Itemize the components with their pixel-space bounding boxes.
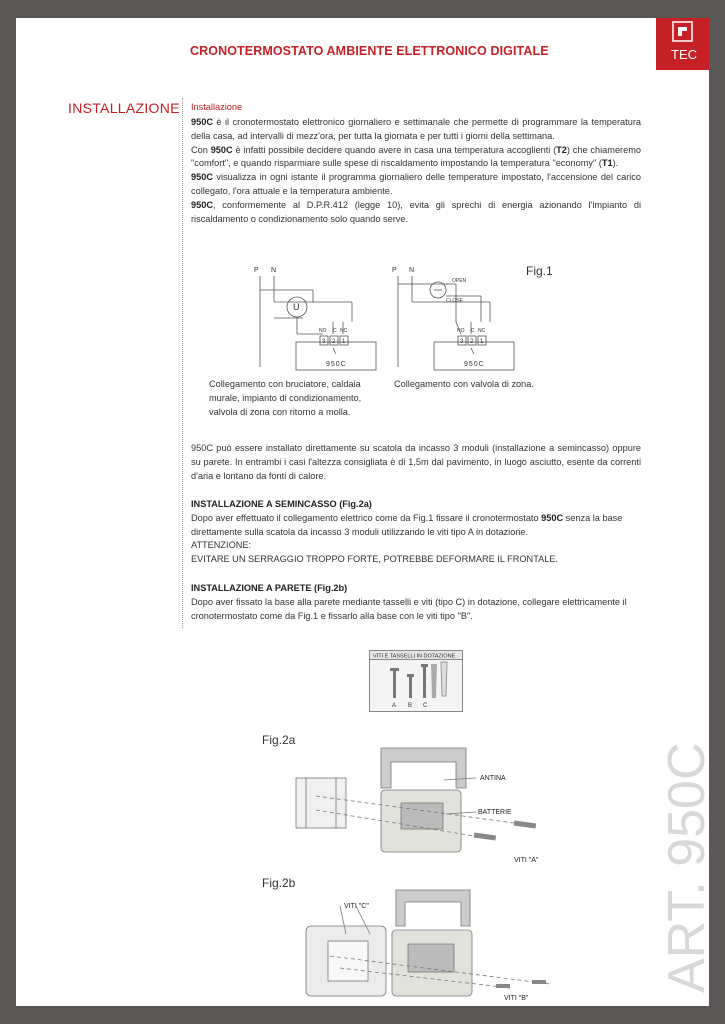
- mounting-text: 950C può essere installato direttamente su scatola da incasso 3 moduli (installazione a semincasso) oppure su parete. In entrambi i casi l'altezza consigliata è di 1,5m dal pavimento, in luogo asciutto, esente da correnti d'aria e lontano da fonti di calore.: [191, 443, 641, 481]
- semi-flush-text: Dopo aver effettuato il collegamento elettrico come da Fig.1 fissare il cronotermostato 950C senza la base direttamente sulla scatola da incasso 3 moduli utilizzando le viti tipo A in dotazione.: [191, 512, 623, 537]
- terminal-2: 2: [332, 339, 336, 345]
- document-page: [16, 18, 716, 1006]
- intro-paragraph-2: Con 950C è infatti possibile decidere quando avere in casa una temperatura accoglienti (T2) che chiameremo "comfort", e quando risparmiare sulle spese di riscaldamento impostando la temperatura "economy" (T1).: [191, 144, 641, 169]
- semi-flush-diagram: [286, 738, 556, 864]
- fig2b-label: Fig.2b: [262, 876, 296, 890]
- dotted-divider: [182, 98, 183, 628]
- fig1b-n-label: N: [409, 267, 415, 274]
- fig1-label: Fig.1: [526, 264, 553, 278]
- wall-mount-section: [191, 582, 641, 623]
- viti-c-label: VITI "C": [344, 903, 369, 910]
- terminal-1b: 1: [480, 339, 484, 345]
- fig1b-p-label: P: [392, 267, 397, 274]
- fig1b-nc-label: NC: [478, 328, 486, 334]
- close-label: CLOSE: [446, 298, 463, 304]
- screw-c-label: C: [423, 703, 428, 709]
- brand-logo: [656, 18, 709, 70]
- fig1-p-label: P: [254, 267, 259, 274]
- intro-paragraph-4: 950C, conformemente al D.P.R.412 (legge 10), evita gli sprechi di energia azionando l'impianto di riscaldamento o condizionamento solo quando serve.: [191, 199, 641, 224]
- attention-label: ATTENZIONE:: [191, 540, 252, 551]
- logo-icon: [656, 18, 709, 48]
- terminal-3b: 3: [460, 339, 464, 345]
- antina-label: ANTINA: [480, 775, 506, 782]
- warning-text: EVITARE UN SERRAGGIO TROPPO FORTE, POTREBBE DEFORMARE IL FRONTALE.: [191, 554, 559, 565]
- semi-flush-heading: INSTALLAZIONE A SEMINCASSO (Fig.2a): [191, 499, 372, 509]
- section-heading-installazione: INSTALLAZIONE: [68, 100, 180, 116]
- terminal-1: 1: [342, 339, 346, 345]
- screw-b-label: B: [408, 703, 413, 709]
- fig1-caption-left: Collegamento con bruciatore, caldaia murale, impianto di condizionamento, valvola di zona con ritorno a molla.: [209, 379, 362, 417]
- batterie-label: BATTERIE: [478, 809, 512, 816]
- semi-flush-section: [191, 498, 641, 567]
- fig1b-no-label: NO: [457, 328, 465, 334]
- article-watermark: [656, 698, 716, 998]
- intro-label: Installazione: [191, 102, 243, 112]
- terminal-3: 3: [322, 339, 326, 345]
- fig1-caption-right: Collegamento con valvola di zona.: [394, 379, 534, 389]
- wall-mount-heading: INSTALLAZIONE A PARETE (Fig.2b): [191, 583, 348, 593]
- logo-text: TEC: [671, 47, 697, 62]
- fig1b-c-label: C: [471, 328, 475, 334]
- fig1-no-label: NO: [319, 328, 327, 334]
- wiring-diagram-burner: [248, 262, 378, 372]
- wall-mount-diagram: [300, 886, 556, 1004]
- wiring-diagram-valve: [386, 262, 516, 372]
- fig1-c-label: C: [333, 328, 337, 334]
- device-label: 950C: [326, 361, 347, 368]
- viti-a-label: VITI "A": [514, 857, 539, 864]
- viti-b-label: VITI "B": [504, 995, 529, 1002]
- fig1-n-label: N: [271, 267, 277, 274]
- screw-a-label: A: [392, 703, 397, 709]
- intro-text: [191, 116, 641, 226]
- wall-mount-text: Dopo aver fissato la base alla parete mediante tasselli e viti (tipo C) in dotazione, collegare elettricamente il cronotermostato come da Fig.1 e fissarlo alla base con le viti tipo "B".: [191, 596, 627, 621]
- open-label: OPEN: [452, 278, 467, 284]
- intro-paragraph-1: 950C è il cronotermostato elettronico giornaliero e settimanale che permette di programmare la temperatura della casa, ad intervalli di mezz'ora, per tutta la giornata e per tutti i giorni della settimana.: [191, 117, 641, 141]
- device-label-b: 950C: [464, 361, 485, 368]
- motor-u-label: U: [293, 302, 300, 312]
- intro-paragraph-3: 950C visualizza in ogni istante il programma giornaliero delle temperature impostato, l'accensione del carico collegato, l'ora attuale e la temperatura ambiente.: [191, 172, 641, 196]
- fig2a-label: Fig.2a: [262, 733, 296, 747]
- article-watermark-text: ART. 950C: [658, 742, 716, 993]
- document-title: CRONOTERMOSTATO AMBIENTE ELETTRONICO DIGITALE: [190, 44, 549, 58]
- terminal-2b: 2: [470, 339, 474, 345]
- fig1-nc-label: NC: [340, 328, 348, 334]
- screws-title: VITI E TASSELLI IN DOTAZIONE: [373, 653, 456, 660]
- screws-illustration: [369, 650, 463, 712]
